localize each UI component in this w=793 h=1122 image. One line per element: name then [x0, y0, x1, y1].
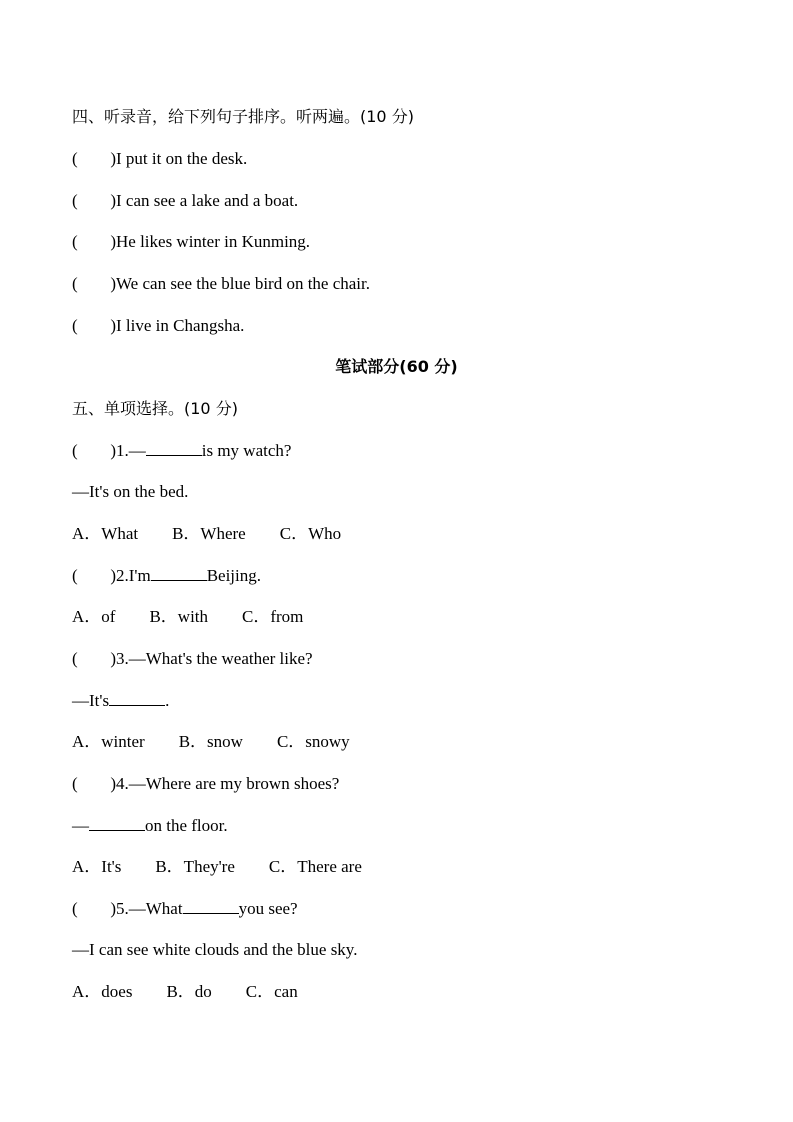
question-4-options: [72, 856, 362, 878]
written-part-title: 笔试部分(60 分): [335, 357, 458, 376]
option-c[interactable]: C．from: [242, 607, 304, 626]
answer-bracket[interactable]: ( ): [72, 316, 116, 335]
question-4-answer: [72, 815, 228, 837]
order-item-text: I live in Changsha.: [116, 316, 245, 335]
question-text: 2.I'm: [116, 566, 151, 585]
section5-title: 五、单项选择。(10 分): [72, 399, 238, 418]
option-c[interactable]: C．can: [245, 982, 298, 1001]
order-item-1: [72, 148, 247, 170]
option-a[interactable]: A．What: [72, 524, 139, 543]
question-text: 1.—: [116, 441, 146, 460]
order-item-3: [72, 231, 310, 253]
answer-bracket[interactable]: ( ): [72, 566, 116, 585]
option-a[interactable]: A．It's: [72, 857, 122, 876]
question-3-answer: [72, 690, 169, 712]
question-3-options: [72, 731, 350, 753]
answer-bracket[interactable]: ( ): [72, 899, 116, 918]
fill-blank[interactable]: [109, 691, 165, 706]
order-item-text: I can see a lake and a boat.: [116, 191, 299, 210]
question-3: [72, 648, 313, 670]
question-2-options: [72, 606, 303, 628]
answer-bracket[interactable]: ( ): [72, 149, 116, 168]
question-5-answer: —I can see white clouds and the blue sky.: [72, 940, 358, 959]
fill-blank[interactable]: [146, 441, 202, 456]
fill-blank[interactable]: [183, 899, 239, 914]
answer-text: —: [72, 816, 89, 835]
option-a[interactable]: A．of: [72, 607, 116, 626]
option-b[interactable]: B．They're: [155, 857, 235, 876]
fill-blank[interactable]: [151, 566, 207, 581]
answer-bracket[interactable]: ( ): [72, 649, 116, 668]
option-c[interactable]: C．Who: [279, 524, 342, 543]
question-5: [72, 898, 298, 920]
fill-blank[interactable]: [89, 816, 145, 831]
order-item-4: [72, 273, 370, 295]
answer-text: —It's: [72, 691, 110, 710]
answer-bracket[interactable]: ( ): [72, 274, 116, 293]
question-text: 5.—What: [116, 899, 183, 918]
answer-text: .: [165, 691, 170, 710]
option-b[interactable]: B．snow: [178, 732, 243, 751]
question-text: you see?: [238, 899, 298, 918]
answer-bracket[interactable]: ( ): [72, 191, 116, 210]
question-1-options: [72, 523, 341, 545]
option-b[interactable]: B．Where: [172, 524, 246, 543]
answer-bracket[interactable]: ( ): [72, 441, 116, 460]
order-item-5: [72, 315, 244, 337]
question-text: 4.—Where are my brown shoes?: [116, 774, 340, 793]
order-item-text: He likes winter in Kunming.: [116, 232, 311, 251]
option-c[interactable]: C．snowy: [276, 732, 350, 751]
order-item-text: We can see the blue bird on the chair.: [116, 274, 371, 293]
question-text: is my watch?: [201, 441, 292, 460]
question-2: [72, 565, 261, 587]
question-text: Beijing.: [206, 566, 262, 585]
order-item-text: I put it on the desk.: [116, 149, 248, 168]
question-5-options: [72, 981, 298, 1003]
option-a[interactable]: A．does: [72, 982, 133, 1001]
option-b[interactable]: B．with: [149, 607, 209, 626]
question-text: 3.—What's the weather like?: [116, 649, 313, 668]
answer-bracket[interactable]: ( ): [72, 774, 116, 793]
option-b[interactable]: B．do: [166, 982, 212, 1001]
section4-title: 四、听录音，给下列句子排序。听两遍。(10 分): [72, 107, 414, 126]
question-1: [72, 440, 291, 462]
order-item-2: [72, 190, 298, 212]
question-4: [72, 773, 339, 795]
answer-text: on the floor.: [145, 816, 228, 835]
question-1-answer: —It's on the bed.: [72, 482, 189, 501]
option-c[interactable]: C．There are: [268, 857, 362, 876]
answer-bracket[interactable]: ( ): [72, 232, 116, 251]
option-a[interactable]: A．winter: [72, 732, 145, 751]
